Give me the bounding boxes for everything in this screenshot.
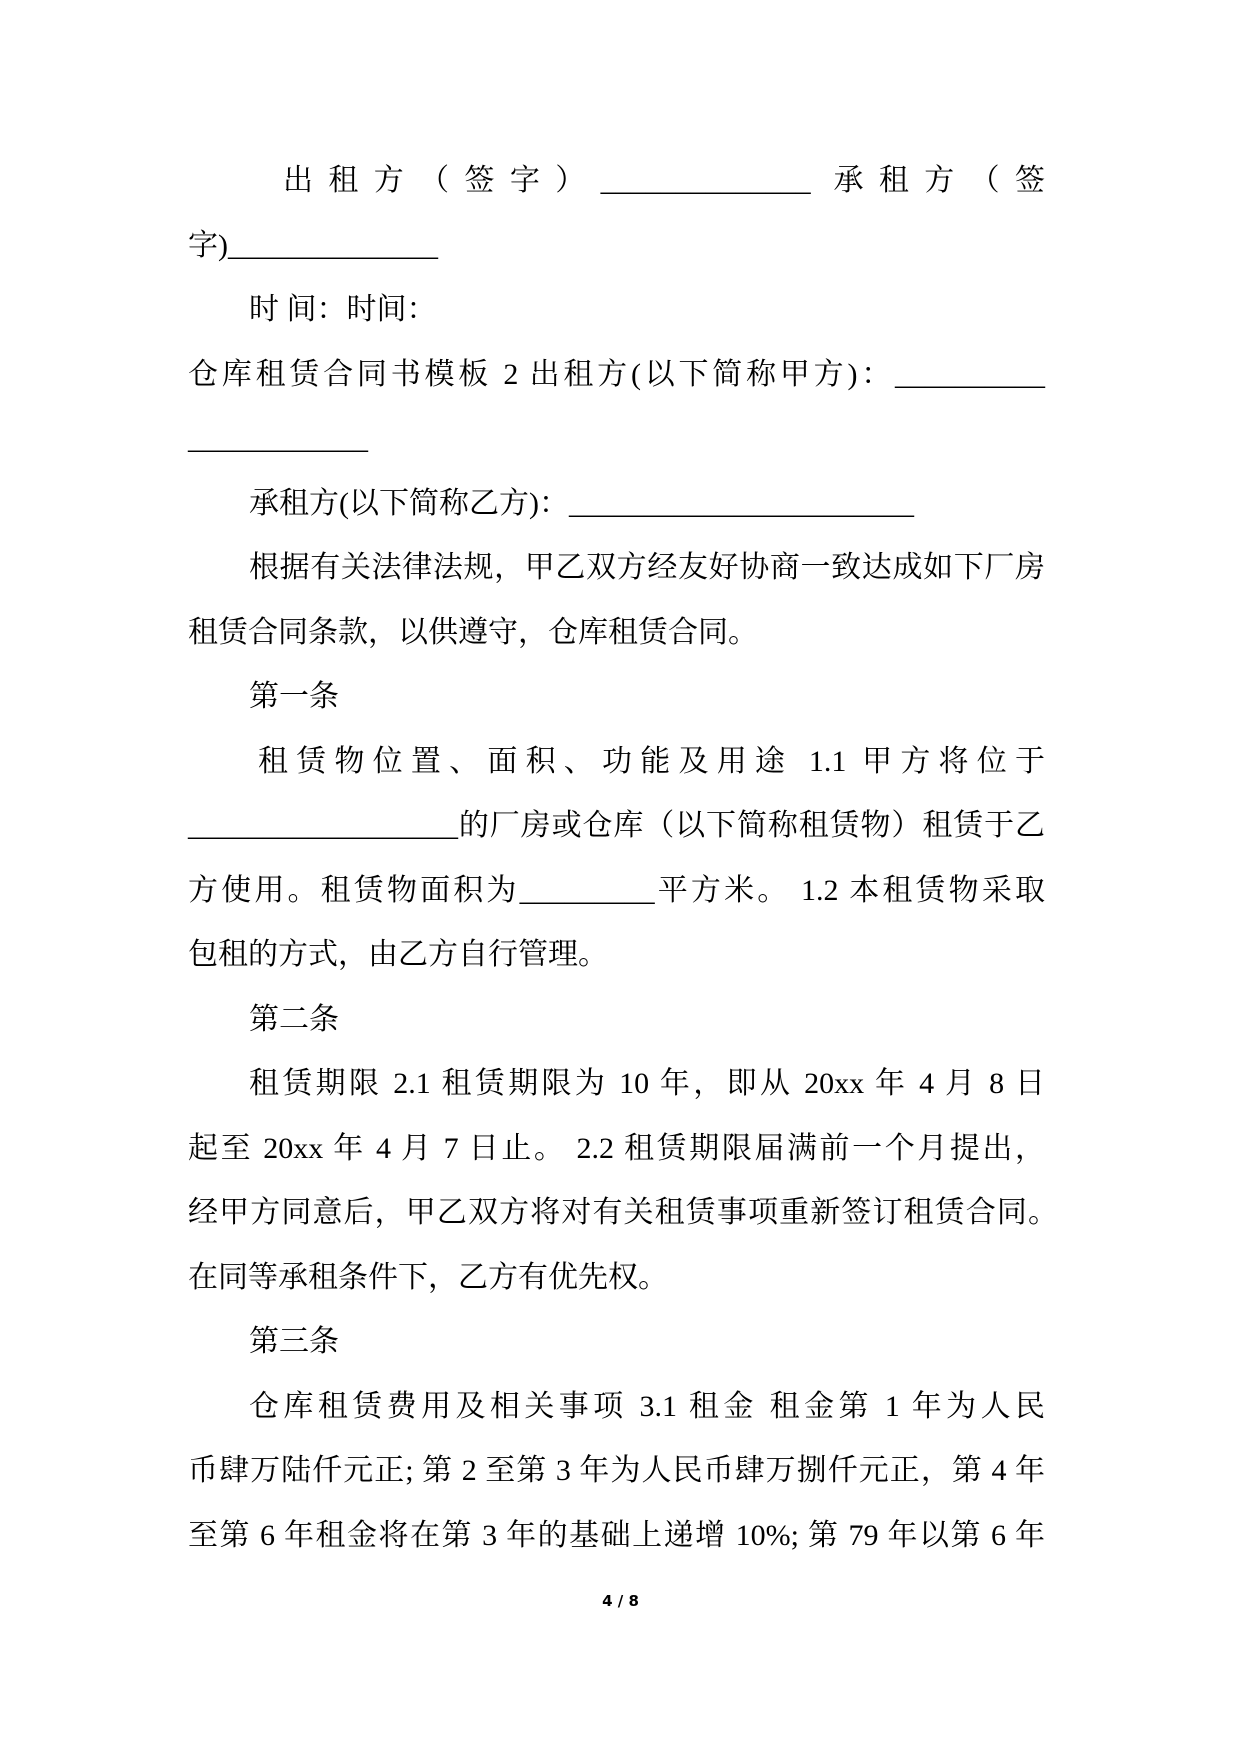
lessee-line: 承租方(以下简称乙方)：_______________________ [249,486,914,520]
article-body-line: 起至 20xx 年 4 月 7 日止。 2.2 租赁期限届满前一个月提出， [188,1131,1045,1165]
article-body-line: 币肆万陆仟元正; 第 2 至第 3 年为人民币肆万捌仟元正，第 4 年 [188,1454,1045,1487]
article-body-line: 租赁期限 2.1 租赁期限为 10 年，即从 20xx 年 4 月 8 日 [249,1067,1045,1100]
signature-line-lessee-continued: 字)______________ [188,228,438,262]
date-line: 时 间：时间： [249,293,437,326]
article-body-line: __________________的厂房或仓库（以下简称租赁物）租赁于乙 [188,809,1045,842]
article-body-line: 至第 6 年租金将在第 3 年的基础上递增 10%; 第 79 年以第 6 年 [188,1518,1045,1552]
article-body-line: 租赁物位置、面积、功能及用途 1.1 甲方将位于 [258,744,1045,778]
article-body-line: 包租的方式，由乙方自行管理。 [188,938,608,971]
preamble-line: 租赁合同条款，以供遵守，仓库租赁合同。 [188,615,758,649]
document-body [188,149,1058,1568]
article-body-line: 仓库租赁费用及相关事项 3.1 租金 租金第 1 年为人民 [249,1389,1045,1423]
signature-line-lessor: 出租方（签字）______________ 承租方（签 [283,164,1045,197]
article-heading: 第三条 [249,1325,339,1358]
article-heading: 第二条 [249,1002,339,1036]
article-heading: 第一条 [249,680,339,713]
page-number: 4 / 8 [602,1592,639,1610]
lessor-blank-continued: ____________ [188,422,368,455]
article-body-line: 方使用。租赁物面积为_________平方米。 1.2 本租赁物采取 [188,873,1045,907]
contract-title-lessor-line: 仓库租赁合同书模板 2 出租方(以下简称甲方)：__________ [188,357,1045,391]
article-body-line: 在同等承租条件下，乙方有优先权。 [188,1260,668,1294]
preamble-line: 根据有关法律法规，甲乙双方经友好协商一致达成如下厂房 [249,551,1045,584]
article-body-line: 经甲方同意后，甲乙双方将对有关租赁事项重新签订租赁合同。 [188,1196,1058,1229]
